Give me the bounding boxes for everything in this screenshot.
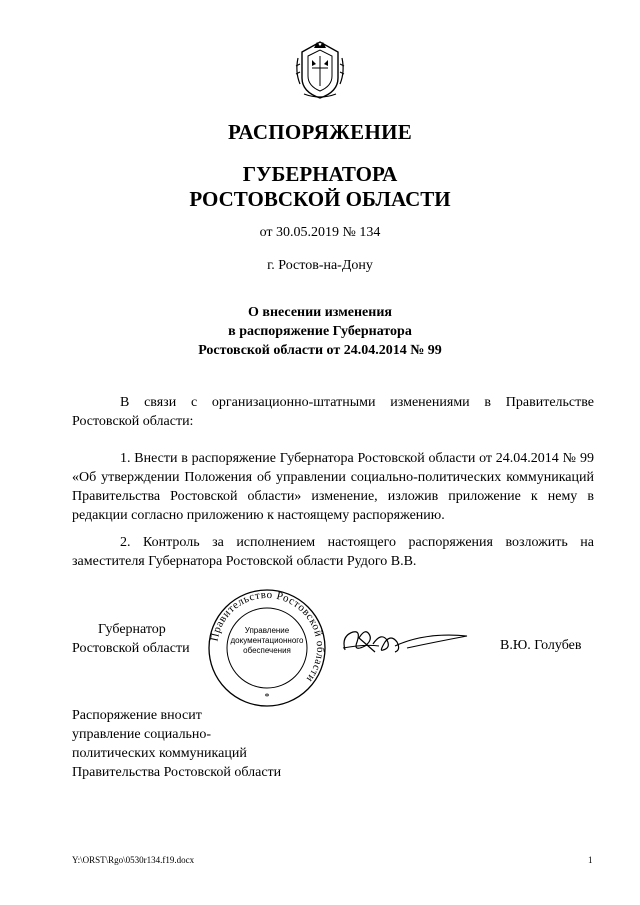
issuer-line-2: РОСТОВСКОЙ ОБЛАСТИ (189, 187, 451, 211)
preamble-paragraph: В связи с организационно-штатными изменениями в Правительстве Ростовской области: (72, 395, 594, 429)
signatory-name: В.Ю. Голубев (500, 638, 582, 653)
subject-line-3: Ростовской области от 24.04.2014 № 99 (198, 343, 442, 358)
footer-page-number: 1 (588, 855, 593, 865)
subject-title (0, 303, 640, 360)
document-type-heading: РАСПОРЯЖЕНИЕ (227, 120, 413, 144)
signatory-title-line-2: Ростовской области (72, 641, 190, 656)
submitter-note-line-3: политических коммуникаций (72, 746, 247, 761)
submitter-note-line-1: Распоряжение вносит (72, 708, 202, 723)
city: г. Ростов-на-Дону (267, 258, 373, 273)
issuer-heading (0, 162, 640, 212)
footer-file-path: Y:\ORST\Rgo\0530r134.f19.docx (72, 855, 195, 865)
signatory-title (72, 620, 190, 658)
date-number: от 30.05.2019 № 134 (259, 225, 381, 240)
handwritten-signature-icon (335, 622, 475, 662)
coat-of-arms-icon (294, 38, 346, 100)
submitter-note-line-4: Правительства Ростовской области (72, 765, 282, 780)
seal-ring-text: Правительство Ростовской области (208, 588, 327, 685)
seal-inner-text: Управление документационного обеспечения (230, 626, 304, 655)
signatory-title-line-1: Губернатор (98, 622, 166, 637)
svg-text:*: * (264, 692, 270, 703)
subject-line-2: в распоряжение Губернатора (228, 324, 412, 339)
item-2-paragraph: 2. Контроль за исполнением настоящего распоряжения возложить на заместителя Губернатора Ростовской области Рудого В.В. (72, 535, 594, 569)
submitter-note (72, 706, 281, 782)
official-seal-icon (203, 588, 331, 708)
item-1-paragraph: 1. Внести в распоряжение Губернатора Ростовской области от 24.04.2014 № 99 «Об утверждении Положения об управлении социально-политических коммуникаций Правительства Ростовской области» изменение, изложив приложение к нему в редакции согласно приложению к настоящему распоряжению. (72, 451, 594, 523)
submitter-note-line-2: управление социально- (72, 727, 212, 742)
subject-line-1: О внесении изменения (248, 305, 392, 320)
issuer-line-1: ГУБЕРНАТОРА (242, 162, 398, 186)
